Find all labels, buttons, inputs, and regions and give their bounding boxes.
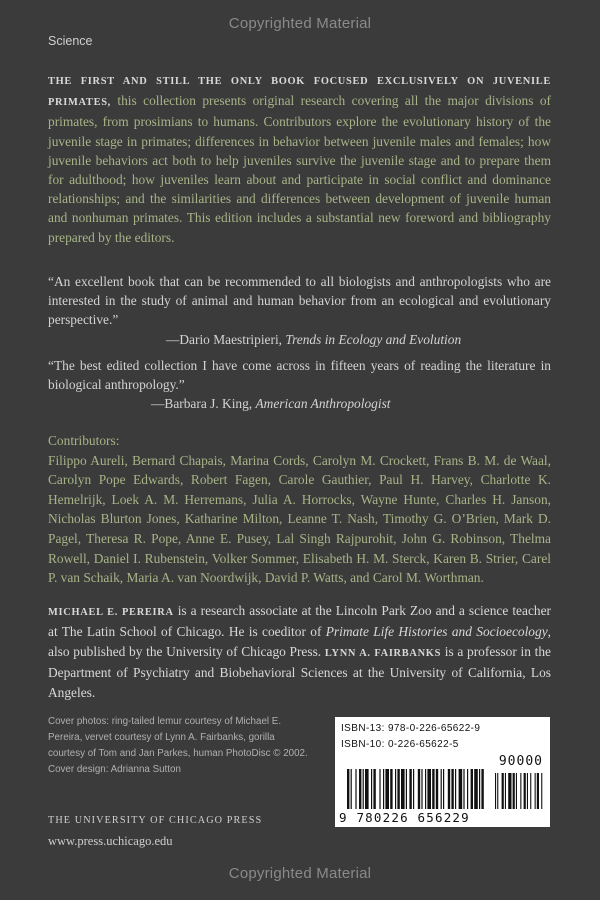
contributors-list: Filippo Aureli, Bernard Chapais, Marina Cords, Carolyn M. Crockett, Frans B. M. de Waal, Carolyn Pope Edwards, Robert Fagen, Carole Gauthier, Paul H. Harvey, Charlotte K. Hemelrijk, Loek A. M. Herremans, Julia A. Horrocks, Wayne Hunte, Charles H. Janson, Nicholas Blurton Jones, Katharine Milton, Leanne T. Nash, Timothy G. O’Brien, Mark D. Pagel, Theresa R. Pope, Anne E. Pusey, Lal Singh Rajpurohit, John G. Robinson, Thelma Rowell, Daniel I. Rubenstein, Volker Sommer, Elisabeth H. M. Sterck, Karen B. Strier, Carel P. van Schaik, Maria A. van Noordwijk, David P. Watts, and Carol M. Worthman.	[48, 452, 551, 586]
publisher-url: www.press.uchicago.edu	[48, 834, 173, 848]
quote-attribution: —Dario Maestripieri, Trends in Ecology and Evolution	[166, 331, 462, 347]
watermark-top: Copyrighted Material	[228, 15, 372, 32]
quote-source: Trends in Ecology and Evolution	[285, 331, 462, 347]
contributors-section	[48, 431, 551, 588]
editors-bio: MICHAEL E. PEREIRA is a research associate at the Lincoln Park Zoo and a science teacher at The Latin School of Chicago. He is coeditor of Primate Life Histories and Socioecology, also published by the University of Chicago Press. LYNN A. FAIRBANKS is a professor in the Department of Psychiatry and Biobehavioral Sciences at the University of California, Los Angeles.	[48, 603, 551, 700]
barcode-icon	[335, 767, 550, 811]
price-code: 90000	[498, 754, 543, 769]
isbn-13: ISBN-13: 978-0-226-65622-9	[341, 723, 481, 734]
description-lead: THE FIRST AND STILL THE ONLY BOOK FOCUSED EXCLUSIVELY ON JUVENILE PRIMATES,	[48, 76, 551, 109]
quote-text: “An excellent book that can be recommended to all biologists and anthropologists who are interested in the study of animal and human behavior from an ecological and evolutionary perspective.”	[48, 274, 551, 328]
editor-name-1: MICHAEL E. PEREIRA	[48, 607, 174, 618]
quote-source: American Anthropologist	[255, 396, 391, 412]
isbn-10: ISBN-10: 0-226-65622-5	[341, 739, 459, 750]
review-quote-2	[48, 356, 551, 414]
barcode-digits: 9 780226 656229	[339, 810, 470, 825]
contributors-heading: Contributors:	[48, 433, 120, 448]
category-label: Science	[48, 34, 93, 48]
isbn-barcode	[335, 717, 550, 827]
review-quote-1	[48, 272, 551, 349]
book-description	[48, 70, 551, 247]
publisher-name: THE UNIVERSITY OF CHICAGO PRESS	[48, 815, 263, 826]
editor-name-2: LYNN A. FAIRBANKS	[324, 647, 442, 659]
related-book-title: Primate Life Histories and Socioecology	[325, 624, 548, 640]
quote-attribution: —Barbara J. King, American Anthropologist	[151, 396, 391, 412]
watermark-bottom: Copyrighted Material	[228, 865, 372, 882]
quote-text: “The best edited collection I have come across in fifteen years of reading the literature in biological anthropology.”	[48, 358, 551, 393]
description-body: this collection presents original research covering all the major divisions of primates, from prosimians to humans. Contributors explore the evolutionary history of the juvenile stage in primates; differences in behavior between juvenile males and females; how juvenile behaviors act both to help juveniles survive the juvenile stage and to prepare them for adulthood; how juveniles learn about and participate in social conflict and dominance relationships; and the similarities and differences between development of juvenile human and nonhuman primates. This edition includes a substantial new foreword and bibliography prepared by the editors.	[48, 93, 551, 245]
cover-credits: Cover photos: ring-tailed lemur courtesy of Michael E. Pereira, vervet courtesy of Lynn A. Fairbanks, gorilla courtesy of Tom and Jan Parkes, human PhotoDisc © 2002. Cover design: Adrianna Sutton	[48, 716, 308, 775]
